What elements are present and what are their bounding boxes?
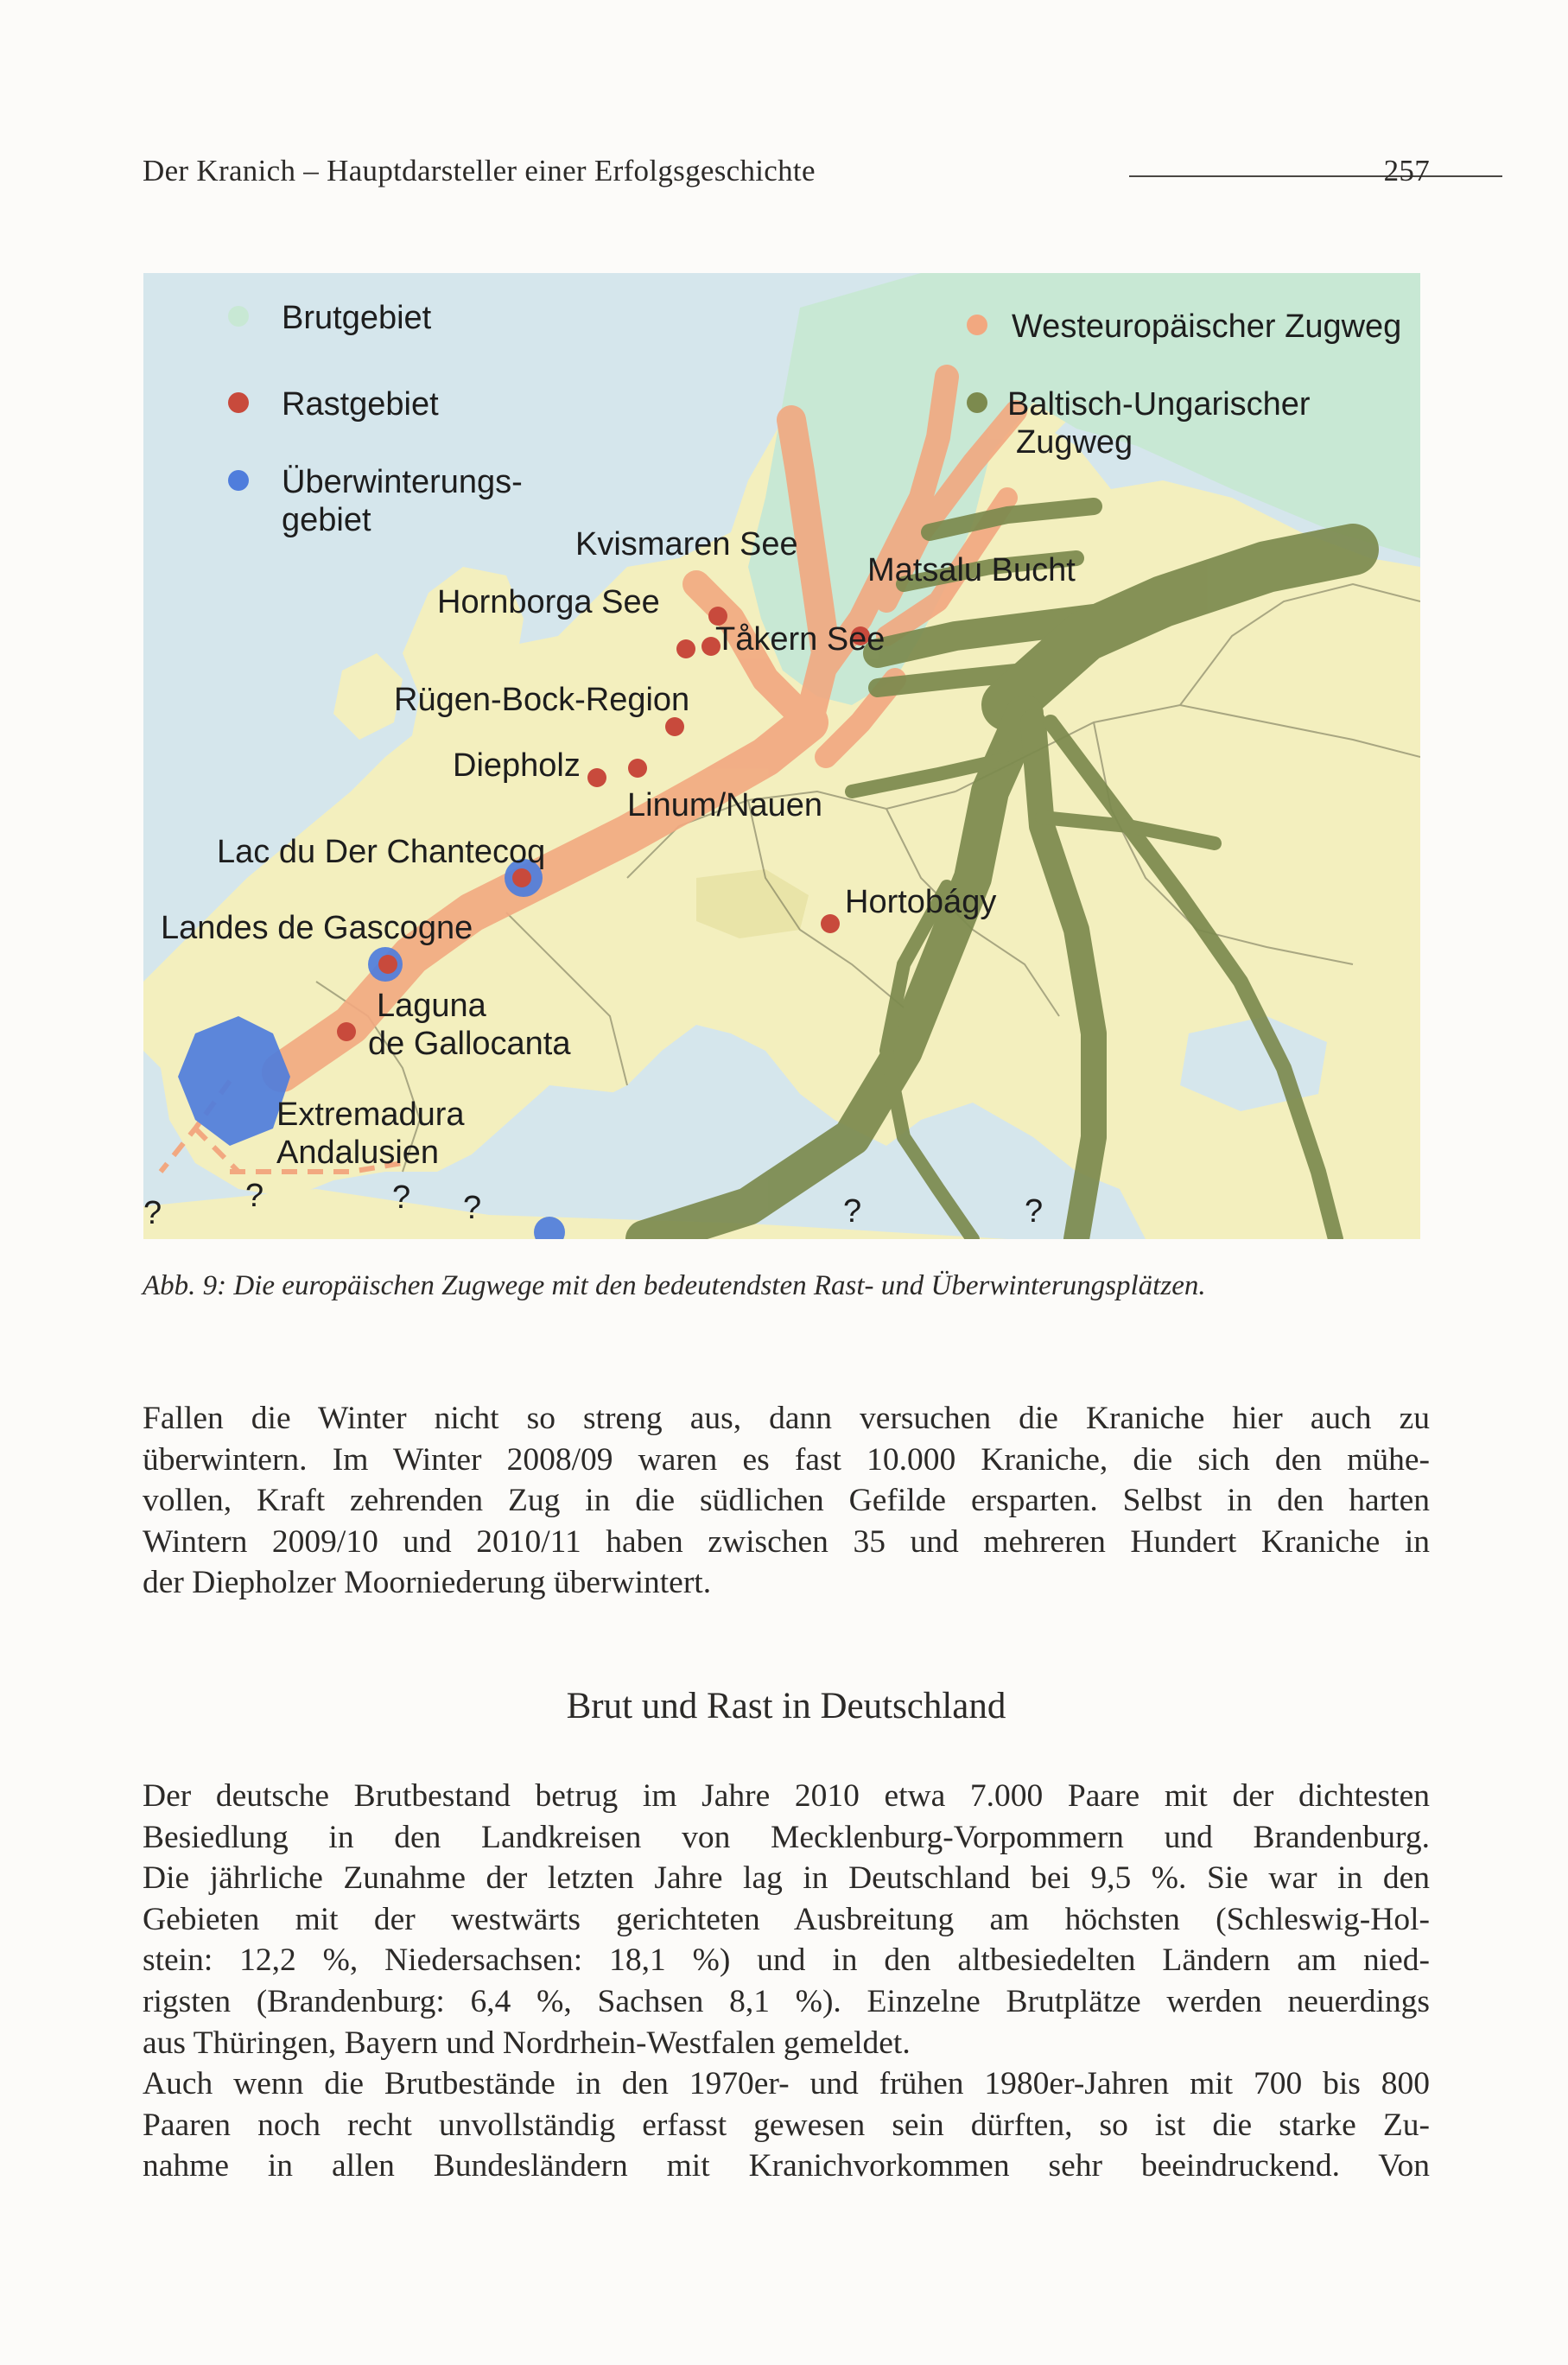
- paragraph-2: [143, 1776, 1430, 2063]
- legend-baltic-route-line2: Zugweg: [1016, 424, 1133, 461]
- text-line: Besiedlung in den Landkreisen von Mecklenburg-Vorpommern und Brandenburg.: [143, 1819, 1430, 1855]
- rest-dot-hornborga-1: [676, 639, 695, 658]
- text-line: Gebieten mit der westwärts gerichteten Ausbreitung am höchsten (Schleswig-Hol-: [143, 1901, 1430, 1937]
- text-line: aus Thüringen, Bayern und Nordrhein-Westfalen gemeldet.: [143, 2025, 911, 2061]
- label-lac-du-der: Lac du Der Chantecoq: [217, 834, 546, 870]
- label-hortobagy: Hortobágy: [845, 884, 997, 920]
- header-rule: [1129, 175, 1502, 177]
- legend-wintering-line1: Überwinterungs-: [282, 464, 523, 500]
- legend-west-route-swatch: [967, 315, 987, 335]
- legend-baltic-route-line1: Baltisch-Ungarischer: [1007, 386, 1311, 423]
- question-mark: ?: [392, 1179, 411, 1216]
- label-extremadura: Extremadura: [276, 1097, 465, 1133]
- rest-dot-diepholz: [587, 768, 606, 787]
- text-line: Auch wenn die Brutbestände in den 1970er- und frühen 1980er-Jahren mit 700 bis 800: [143, 2066, 1430, 2101]
- running-head: [143, 154, 1430, 197]
- text-line: Paaren noch recht unvollständig erfasst gewesen sein dürften, so ist die starke Zu-: [143, 2107, 1430, 2143]
- question-mark: ?: [463, 1190, 482, 1226]
- section-heading: Brut und Rast in Deutschland: [566, 1686, 1006, 1726]
- rest-dot-ruegen: [665, 717, 684, 736]
- legend-baltic-route-swatch: [967, 392, 987, 413]
- text-line: überwintern. Im Winter 2008/09 waren es fast 10.000 Kraniche, die sich den mühe-: [143, 1441, 1430, 1478]
- legend-breeding-swatch: [228, 306, 249, 327]
- migration-map: [143, 273, 1420, 1239]
- text-line: rigsten (Brandenburg: 6,4 %, Sachsen 8,1 %). Einzelne Brutplätze werden neuerdings: [143, 1983, 1430, 2019]
- text-line: vollen, Kraft zehrenden Zug in die südlichen Gefilde ersparten. Selbst in den harten: [143, 1483, 1430, 1519]
- text-line: stein: 12,2 %, Niedersachsen: 18,1 %) und in den altbesiedelten Ländern am nied-: [143, 1942, 1430, 1979]
- legend-wintering-line2: gebiet: [282, 502, 371, 538]
- legend-wintering-swatch: [228, 470, 249, 491]
- label-laguna-2: de Gallocanta: [368, 1026, 571, 1062]
- running-title: Der Kranich – Hauptdarsteller einer Erfolgsgeschichte: [143, 154, 816, 188]
- legend-west-route: Westeuropäischer Zugweg: [1012, 308, 1402, 345]
- label-ruegen: Rügen-Bock-Region: [394, 682, 690, 718]
- rest-dot-linum: [628, 759, 647, 778]
- question-mark: ?: [1025, 1193, 1044, 1230]
- label-takern: Tåkern See: [715, 621, 886, 658]
- migration-map-figure: [143, 273, 1420, 1239]
- rest-dot-hortobagy: [821, 914, 840, 933]
- text-line: Fallen die Winter nicht so streng aus, dann versuchen die Kraniche hier auch zu: [143, 1401, 1430, 1436]
- text-line: der Diepholzer Moorniederung überwintert.: [143, 1565, 712, 1601]
- label-andalusien: Andalusien: [276, 1135, 440, 1171]
- question-mark: ?: [245, 1178, 264, 1214]
- label-hornborga: Hornborga See: [437, 584, 660, 620]
- text-line: nahme in allen Bundesländern mit Kranichvorkommen sehr beeindruckend. Von: [143, 2148, 1430, 2184]
- text-line: Der deutsche Brutbestand betrug im Jahre 2010 etwa 7.000 Paare mit der dichtesten: [143, 1778, 1430, 1814]
- question-mark: ?: [143, 1195, 162, 1231]
- label-kvismaren: Kvismaren See: [575, 526, 798, 563]
- question-mark: ?: [843, 1193, 862, 1230]
- rest-dot-gallocanta: [337, 1022, 356, 1041]
- label-landes: Landes de Gascogne: [161, 910, 473, 946]
- rest-dot-landes: [378, 955, 397, 974]
- figure-caption: Abb. 9: Die europäischen Zugwege mit den bedeutendsten Rast- und Überwinterungsplätzen.: [143, 1270, 1206, 1301]
- paragraph-1: [143, 1398, 1430, 1604]
- legend-breeding: Brutgebiet: [282, 300, 432, 336]
- label-matsalu: Matsalu Bucht: [867, 552, 1076, 588]
- rest-dot-lac-du-der: [512, 868, 531, 887]
- text-line: Wintern 2009/10 und 2010/11 haben zwischen 35 und mehreren Hundert Kraniche in: [143, 1523, 1430, 1560]
- legend-resting-swatch: [228, 392, 249, 413]
- page-number: 257: [1383, 154, 1430, 188]
- paragraph-3: [143, 2063, 1430, 2187]
- text-line: Die jährliche Zunahme der letzten Jahre lag in Deutschland bei 9,5 %. Sie war in den: [143, 1860, 1430, 1897]
- label-linum: Linum/Nauen: [627, 787, 823, 823]
- label-laguna-1: Laguna: [377, 988, 486, 1024]
- label-diepholz: Diepholz: [453, 747, 581, 784]
- legend-resting: Rastgebiet: [282, 386, 439, 423]
